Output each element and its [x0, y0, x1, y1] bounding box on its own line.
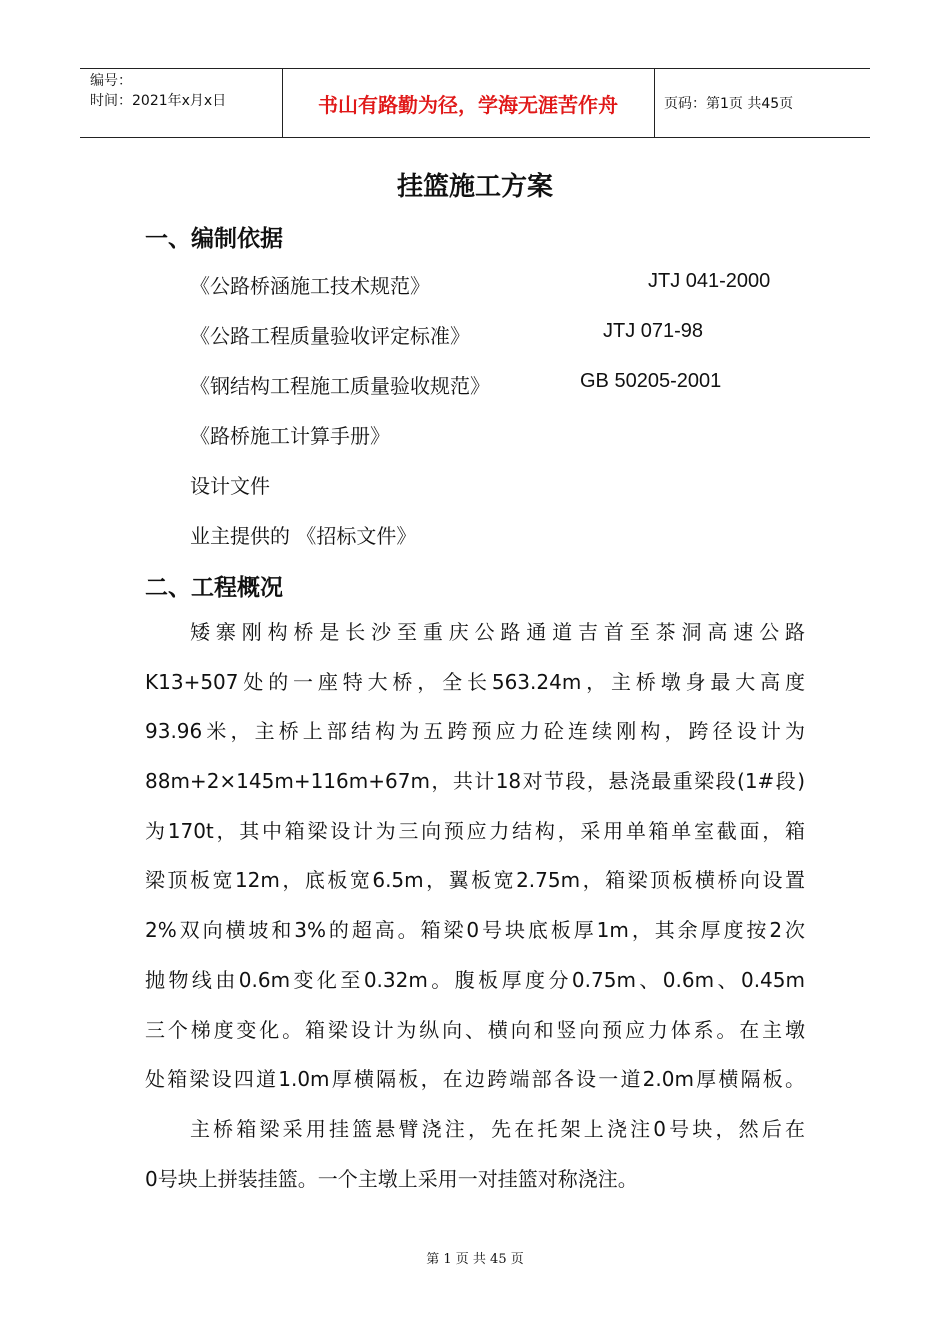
paragraph-line: 三个梯度变化。箱梁设计为纵向、横向和竖向预应力体系。在主墩	[145, 1017, 805, 1042]
reference-name: 业主提供的 《招标文件》	[190, 524, 417, 548]
paragraph-line: 梁顶板宽12m，底板宽6.5m，翼板宽2.75m，箱梁顶板横桥向设置	[145, 868, 805, 893]
reference-code: JTJ 041-2000	[648, 270, 771, 292]
header-divider	[654, 69, 655, 137]
paragraph-line: 矮寨刚构桥是长沙至重庆公路通道吉首至茶洞高速公路	[190, 620, 805, 644]
paragraph-line: 88m+2×145m+116m+67m，共计18对节段，悬浇最重梁段(1#段)	[145, 769, 805, 794]
header-info	[90, 71, 226, 111]
reference-code: GB 50205-2001	[580, 370, 722, 392]
page-footer: 第 1 页 共 45 页	[426, 1252, 524, 1267]
paragraph-line: 93.96米，主桥上部结构为五跨预应力砼连续刚构，跨径设计为	[145, 719, 805, 744]
overview-paragraph	[145, 608, 805, 1105]
paragraph-line: 0号块上拼装挂篮。一个主墩上采用一对挂篮对称浇注。	[145, 1166, 638, 1191]
reference-name: 《钢结构工程施工质量验收规范》	[190, 374, 490, 398]
paragraph-line: 处箱梁设四道1.0m厚横隔板，在边跨端部各设一道2.0m厚横隔板。	[145, 1067, 805, 1092]
section-heading-overview: 二、工程概况	[145, 575, 283, 601]
header-motto: 书山有路勤为径，学海无涯苦作舟	[318, 92, 618, 117]
section-heading-basis: 一、编制依据	[145, 226, 283, 252]
paragraph-line: 抛物线由0.6m变化至0.32m。腹板厚度分0.75m、0.6m、0.45m	[145, 967, 805, 992]
time-label: 时间：2021年x月x日	[90, 93, 227, 109]
header-table	[80, 68, 870, 138]
reference-name: 设计文件	[190, 474, 270, 498]
page-title: 挂篮施工方案	[396, 172, 553, 202]
method-paragraph	[145, 1105, 805, 1204]
paragraph-line: 2%双向横坡和3%的超高。箱梁0号块底板厚1m，其余厚度按2次	[145, 918, 805, 943]
reference-name: 《公路桥涵施工技术规范》	[190, 274, 430, 298]
paragraph-line: 为170t，其中箱梁设计为三向预应力结构，采用单箱单室截面，箱	[145, 818, 805, 843]
number-label: 编号：	[90, 73, 132, 89]
paragraph-line: K13+507处的一座特大桥，全长563.24m，主桥墩身最大高度	[145, 669, 805, 694]
header-page-code: 页码：第1页 共45页	[664, 96, 794, 112]
reference-name: 《公路工程质量验收评定标准》	[190, 324, 470, 348]
paragraph-line: 主桥箱梁采用挂篮悬臂浇注，先在托架上浇注0号块，然后在	[190, 1117, 805, 1141]
reference-code: JTJ 071-98	[603, 320, 704, 342]
reference-name: 《路桥施工计算手册》	[190, 424, 390, 448]
